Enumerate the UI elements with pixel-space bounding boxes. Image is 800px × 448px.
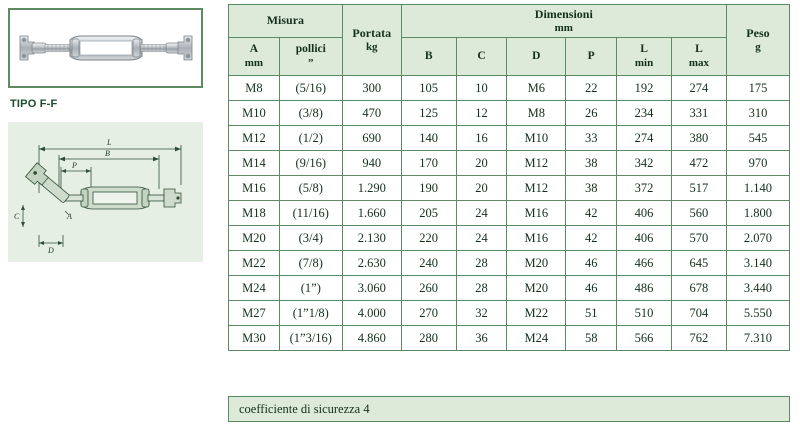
table-cell: 125 — [401, 101, 456, 126]
col-header-portata-unit: kg — [365, 40, 378, 53]
table-cell: 175 — [726, 76, 789, 101]
col-header-peso-unit: g — [755, 40, 761, 53]
table-header — [229, 5, 790, 76]
table-cell: 12 — [456, 101, 507, 126]
group-header-portata-label: Portata — [352, 25, 392, 40]
table-cell: 472 — [671, 151, 726, 176]
table-cell: 51 — [566, 301, 617, 326]
table-cell: 46 — [566, 251, 617, 276]
turnbuckle-drawing-svg — [9, 123, 202, 261]
svg-text:A: A — [67, 212, 72, 221]
svg-text:C: C — [14, 212, 20, 221]
table-cell: M16 — [507, 226, 566, 251]
table-cell: M27 — [229, 301, 280, 326]
table-cell: 940 — [342, 151, 401, 176]
product-type-label: TIPO F-F — [10, 98, 58, 110]
table-cell: 2.130 — [342, 226, 401, 251]
table-cell: 274 — [671, 76, 726, 101]
product-illustrations — [0, 0, 228, 448]
specification-table-container — [228, 4, 792, 351]
table-row — [229, 126, 790, 151]
table-cell: 32 — [456, 301, 507, 326]
table-cell: M22 — [229, 251, 280, 276]
table-cell: 38 — [566, 151, 617, 176]
col-header-pollici — [279, 38, 342, 76]
table-cell: 46 — [566, 276, 617, 301]
table-cell: 260 — [401, 276, 456, 301]
table-cell: 10 — [456, 76, 507, 101]
table-cell: 105 — [401, 76, 456, 101]
safety-coefficient-text: coefficiente di sicurezza 4 — [239, 401, 370, 416]
table-cell: M24 — [229, 276, 280, 301]
table-cell: 300 — [342, 76, 401, 101]
table-cell: 24 — [456, 226, 507, 251]
col-header-b-name: B — [424, 49, 433, 62]
table-cell: 38 — [566, 176, 617, 201]
table-cell: 28 — [456, 251, 507, 276]
table-cell: M30 — [229, 326, 280, 351]
table-cell: 970 — [726, 151, 789, 176]
group-header-peso — [726, 5, 789, 76]
table-row — [229, 176, 790, 201]
table-cell: 678 — [671, 276, 726, 301]
table-cell: (7/8) — [279, 251, 342, 276]
table-cell: 220 — [401, 226, 456, 251]
table-cell: 42 — [566, 226, 617, 251]
table-cell: M16 — [229, 176, 280, 201]
group-header-peso-label: Peso — [746, 25, 770, 40]
table-row — [229, 326, 790, 351]
table-cell: (9/16) — [279, 151, 342, 176]
col-header-l-max-name: L — [695, 43, 703, 56]
table-row — [229, 76, 790, 101]
col-header-a-unit: mm — [244, 56, 264, 69]
col-header-d — [507, 38, 566, 76]
table-cell: 510 — [617, 301, 672, 326]
table-cell: 466 — [617, 251, 672, 276]
group-header-portata — [342, 5, 401, 76]
table-cell: M12 — [507, 176, 566, 201]
table-cell: (3/4) — [279, 226, 342, 251]
table-row — [229, 101, 790, 126]
table-cell: 24 — [456, 201, 507, 226]
table-cell: 690 — [342, 126, 401, 151]
table-cell: 270 — [401, 301, 456, 326]
table-cell: 570 — [671, 226, 726, 251]
table-cell: 704 — [671, 301, 726, 326]
table-cell: 20 — [456, 176, 507, 201]
table-cell: M12 — [229, 126, 280, 151]
table-cell: (1/2) — [279, 126, 342, 151]
col-header-pollici-unit: ” — [308, 56, 314, 69]
table-cell: M20 — [229, 226, 280, 251]
col-header-l-min-name: L — [640, 43, 648, 56]
table-cell: M6 — [507, 76, 566, 101]
table-cell: 4.000 — [342, 301, 401, 326]
table-cell: 33 — [566, 126, 617, 151]
table-row — [229, 276, 790, 301]
table-cell: 1.800 — [726, 201, 789, 226]
col-header-c-name: C — [477, 49, 486, 62]
table-cell: 3.140 — [726, 251, 789, 276]
table-cell: 42 — [566, 201, 617, 226]
table-cell: 5.550 — [726, 301, 789, 326]
table-cell: 406 — [617, 201, 672, 226]
table-cell: (5/16) — [279, 76, 342, 101]
table-cell: M16 — [507, 201, 566, 226]
table-cell: M18 — [229, 201, 280, 226]
table-cell: 560 — [671, 201, 726, 226]
table-cell: 22 — [566, 76, 617, 101]
table-cell: (5/8) — [279, 176, 342, 201]
svg-text:D: D — [48, 246, 54, 255]
table-cell: (1”1/8) — [279, 301, 342, 326]
table-cell: 1.660 — [342, 201, 401, 226]
table-cell: M8 — [229, 76, 280, 101]
table-cell: 545 — [726, 126, 789, 151]
table-cell: 380 — [671, 126, 726, 151]
col-header-l-max-unit: max — [688, 56, 709, 69]
turnbuckle-body — [70, 36, 142, 60]
table-cell: 331 — [671, 101, 726, 126]
col-header-l-min-unit: min — [634, 56, 654, 69]
table-cell: 26 — [566, 101, 617, 126]
table-cell: 1.290 — [342, 176, 401, 201]
table-cell: 2.070 — [726, 226, 789, 251]
table-cell: 470 — [342, 101, 401, 126]
table-cell: 240 — [401, 251, 456, 276]
table-cell: 3.440 — [726, 276, 789, 301]
svg-text:P: P — [72, 161, 77, 170]
col-header-l-max — [671, 38, 726, 76]
table-row — [229, 226, 790, 251]
table-cell: 58 — [566, 326, 617, 351]
table-row — [229, 201, 790, 226]
table-cell: 406 — [617, 226, 672, 251]
table-cell: 140 — [401, 126, 456, 151]
table-cell: (1”3/16) — [279, 326, 342, 351]
table-row — [229, 251, 790, 276]
table-cell: 205 — [401, 201, 456, 226]
table-subheader-row — [229, 38, 790, 76]
table-cell: M20 — [507, 276, 566, 301]
table-cell: 2.630 — [342, 251, 401, 276]
table-cell: (11/16) — [279, 201, 342, 226]
col-header-d-name: D — [532, 49, 541, 62]
table-cell: M12 — [507, 151, 566, 176]
table-cell: M8 — [507, 101, 566, 126]
table-cell: 274 — [617, 126, 672, 151]
table-body — [229, 76, 790, 351]
table-cell: 486 — [617, 276, 672, 301]
table-cell: 7.310 — [726, 326, 789, 351]
specification-table — [228, 4, 790, 351]
table-cell: M24 — [507, 326, 566, 351]
col-header-b — [401, 38, 456, 76]
table-cell: 762 — [671, 326, 726, 351]
table-cell: 36 — [456, 326, 507, 351]
col-header-pollici-name: pollici — [295, 43, 326, 56]
table-cell: M10 — [507, 126, 566, 151]
table-cell: M10 — [229, 101, 280, 126]
group-header-dimensioni — [401, 5, 726, 38]
table-row — [229, 301, 790, 326]
table-cell: 4.860 — [342, 326, 401, 351]
svg-text:L: L — [107, 138, 112, 147]
col-header-p — [566, 38, 617, 76]
col-header-p-name: P — [587, 49, 595, 62]
product-photo — [8, 8, 203, 88]
table-cell: 517 — [671, 176, 726, 201]
table-cell: 3.060 — [342, 276, 401, 301]
table-cell: 645 — [671, 251, 726, 276]
table-row — [229, 151, 790, 176]
svg-text:B: B — [105, 149, 110, 158]
table-cell: 192 — [617, 76, 672, 101]
table-cell: 280 — [401, 326, 456, 351]
table-cell: 566 — [617, 326, 672, 351]
table-cell: 342 — [617, 151, 672, 176]
col-header-a-name: A — [249, 43, 259, 56]
table-cell: 190 — [401, 176, 456, 201]
turnbuckle-photo-svg — [10, 10, 201, 86]
product-drawing — [8, 122, 203, 262]
table-cell: 28 — [456, 276, 507, 301]
group-header-dimensioni-unit: mm — [554, 21, 573, 34]
col-header-c — [456, 38, 507, 76]
table-cell: M20 — [507, 251, 566, 276]
safety-coefficient-note — [228, 396, 790, 422]
group-header-dimensioni-label: Dimensioni — [534, 7, 593, 21]
table-cell: 170 — [401, 151, 456, 176]
table-cell: 20 — [456, 151, 507, 176]
table-cell: 1.140 — [726, 176, 789, 201]
table-cell: M22 — [507, 301, 566, 326]
table-cell: (3/8) — [279, 101, 342, 126]
col-header-l-min — [617, 38, 672, 76]
table-cell: 310 — [726, 101, 789, 126]
col-header-a — [229, 38, 280, 76]
table-group-header-row — [229, 5, 790, 38]
group-header-misura: Misura — [229, 5, 343, 38]
table-cell: 234 — [617, 101, 672, 126]
table-cell: (1”) — [279, 276, 342, 301]
table-cell: 372 — [617, 176, 672, 201]
table-cell: M14 — [229, 151, 280, 176]
table-cell: 16 — [456, 126, 507, 151]
